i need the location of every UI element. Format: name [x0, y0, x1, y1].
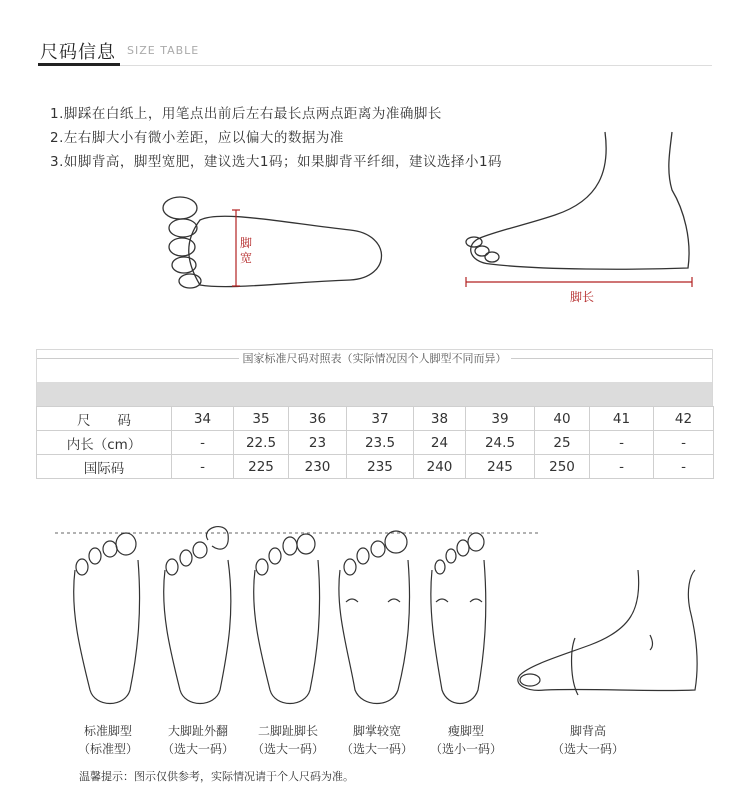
table-cell: 240: [414, 455, 466, 479]
table-cell: 42: [654, 407, 714, 431]
table-row-size: [37, 407, 714, 431]
table-cell: 39: [466, 407, 535, 431]
table-caption-row: [36, 349, 713, 382]
table-cell: 25: [535, 431, 590, 455]
table-cell: -: [654, 431, 714, 455]
table-cell: 37: [347, 407, 414, 431]
page-title: 尺码信息: [40, 42, 116, 63]
table-cell: 245: [466, 455, 535, 479]
foot-type-advice: （选大一码）: [161, 742, 234, 756]
table-cell: 38: [414, 407, 466, 431]
page-subtitle: SIZE TABLE: [127, 44, 200, 57]
table-cell: 230: [289, 455, 347, 479]
table-cell: 250: [535, 455, 590, 479]
table-cell: -: [654, 455, 714, 479]
foot-type-advice: （标准型）: [77, 742, 138, 756]
foot-type-advice: （选小一码）: [429, 742, 502, 756]
foot-type-advice: （选大一码）: [340, 742, 413, 756]
table-cell: 225: [234, 455, 289, 479]
header-divider: [38, 65, 712, 66]
foot-length-label: 脚长: [570, 290, 595, 304]
table-band: [36, 382, 713, 406]
foot-width-diagram: [160, 190, 400, 295]
table-cell: 尺 码: [37, 407, 172, 431]
table-cell: 23: [289, 431, 347, 455]
table-cell: -: [590, 455, 654, 479]
table-cell: -: [590, 431, 654, 455]
foot-type-name: 二脚趾脚长: [257, 724, 318, 738]
foot-type-name: 标准脚型: [83, 724, 132, 738]
tip-1: 1.脚踩在白纸上，用笔点出前后左右最长点两点距离为准确脚长: [50, 106, 442, 122]
title-underline: [38, 63, 120, 66]
table-cell: 235: [347, 455, 414, 479]
tip-2: 2.左右脚大小有微小差距，应以偏大的数据为准: [50, 130, 344, 146]
table-cell: -: [172, 455, 234, 479]
table-cell: 内长（cm）: [37, 431, 172, 455]
foot-type-advice: （选大一码）: [251, 742, 324, 756]
table-row-length: [37, 431, 714, 455]
table-caption: 国家标准尺码对照表（实际情况因个人脚型不同而异）: [239, 352, 511, 365]
footer-note: 温馨提示：图示仅供参考，实际情况请于个人尺码为准。: [79, 770, 354, 783]
table-cell: 34: [172, 407, 234, 431]
foot-type-name: 瘦脚型: [447, 724, 484, 738]
table-cell: 国际码: [37, 455, 172, 479]
table-cell: 41: [590, 407, 654, 431]
table-row-intl: [37, 455, 714, 479]
table-cell: 36: [289, 407, 347, 431]
table-cell: 40: [535, 407, 590, 431]
foot-types-diagram: [50, 520, 720, 710]
foot-width-label: 脚宽: [240, 236, 253, 265]
foot-length-diagram: [460, 130, 700, 290]
size-table: [36, 349, 713, 479]
foot-type-name: 脚掌较宽: [352, 724, 401, 738]
table-cell: 24.5: [466, 431, 535, 455]
table-cell: -: [172, 431, 234, 455]
tip-3: 3.如脚背高，脚型宽肥，建议选大1码；如果脚背平纤细，建议选择小1码: [50, 154, 503, 170]
table-cell: 35: [234, 407, 289, 431]
foot-type-name: 脚背高: [569, 724, 606, 738]
table-cell: 22.5: [234, 431, 289, 455]
size-grid: [36, 406, 714, 479]
foot-type-advice: （选大一码）: [551, 742, 624, 756]
foot-type-name: 大脚趾外翻: [167, 724, 228, 738]
table-cell: 23.5: [347, 431, 414, 455]
table-cell: 24: [414, 431, 466, 455]
